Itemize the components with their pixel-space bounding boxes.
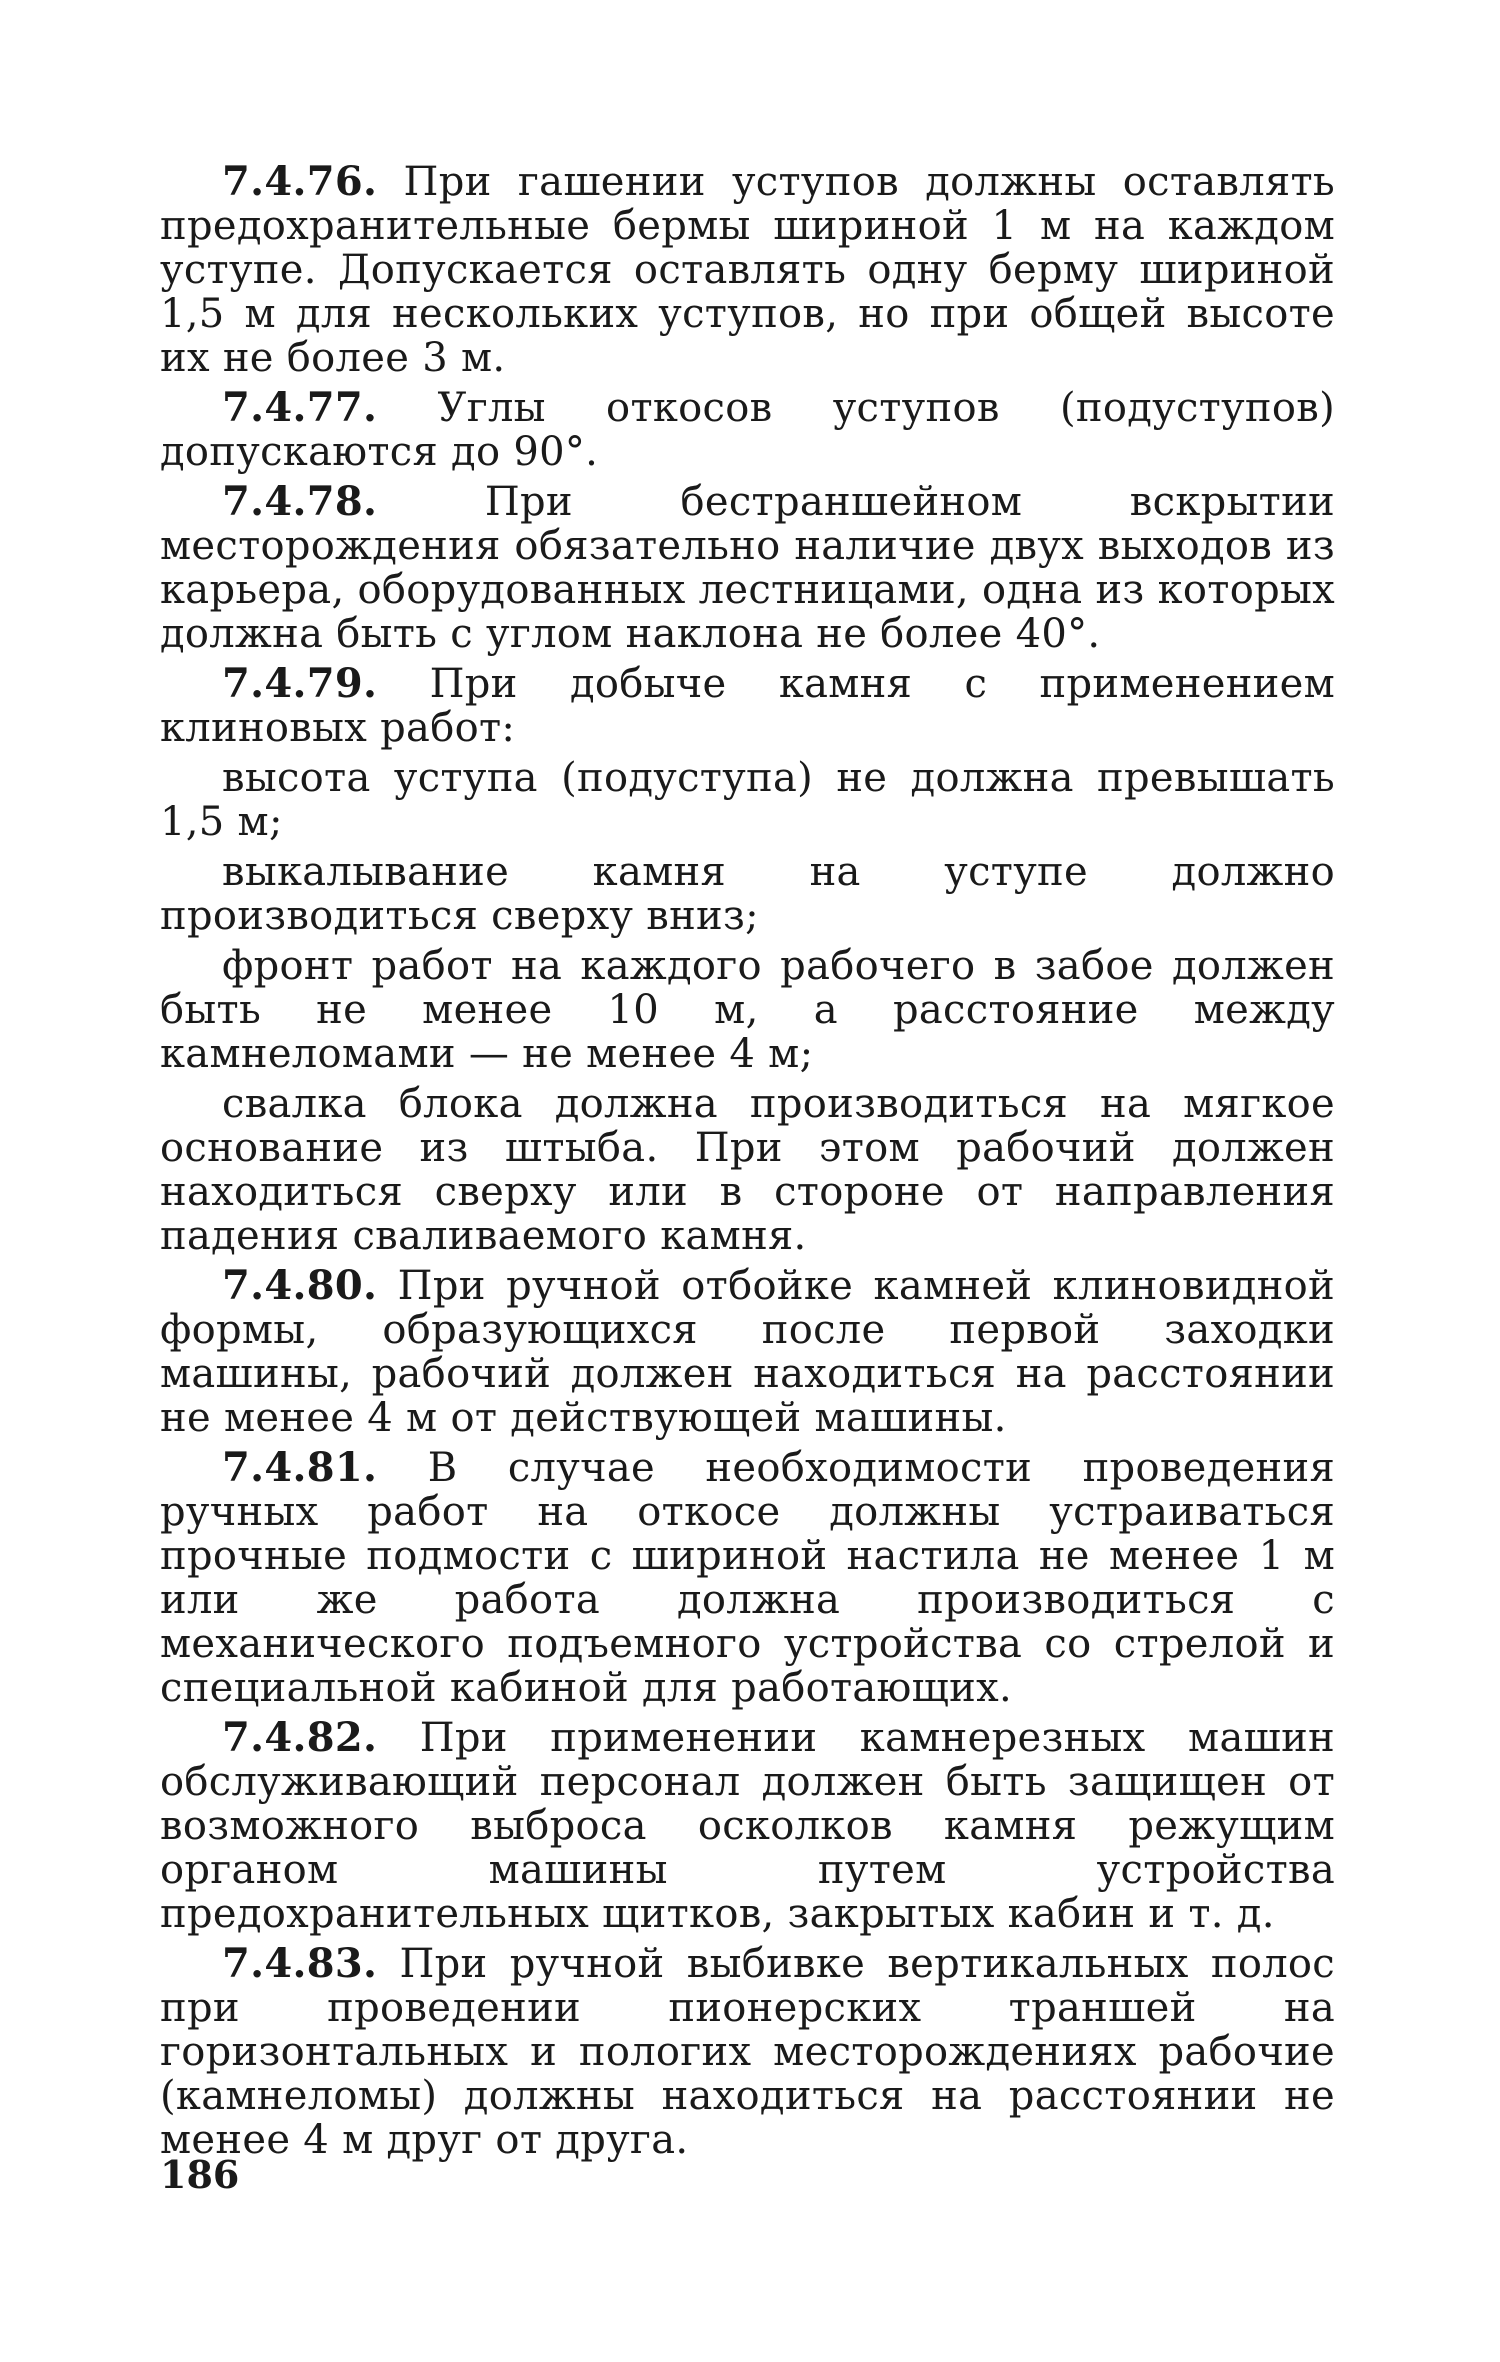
paragraph-text: высота уступа (подуступа) не должна превышать 1,5 м; <box>160 755 1335 845</box>
clause-number: 7.4.78. <box>222 478 378 525</box>
paragraph-7-4-83 <box>160 1942 1335 2162</box>
page-number: 186 <box>160 2152 240 2197</box>
paragraph-7-4-82 <box>160 1716 1335 1936</box>
clause-number: 7.4.77. <box>222 384 378 431</box>
clause-number: 7.4.80. <box>222 1262 378 1309</box>
clause-number: 7.4.79. <box>222 660 378 707</box>
paragraph-text: При ручной отбойке камней клиновидной формы, образующихся после первой заходки машины, рабочий должен находиться на расстоянии не менее 4 м от действующей машины. <box>160 1263 1336 1441</box>
paragraph-text: При гашении уступов должны оставлять предохранительные бермы шириной 1 м на каждом уступе. Допускается оставлять одну берму шириной 1,5 м для нескольких уступов, но при общей высоте их не более 3 м. <box>160 159 1336 381</box>
paragraph-7-4-76 <box>160 160 1335 380</box>
clause-number: 7.4.83. <box>222 1940 378 1987</box>
paragraph-7-4-79 <box>160 662 1335 750</box>
list-item-stone-splitting <box>160 850 1335 938</box>
paragraph-7-4-80 <box>160 1264 1335 1440</box>
clause-number: 7.4.82. <box>222 1714 378 1761</box>
clause-number: 7.4.81. <box>222 1444 378 1491</box>
paragraph-text: При бестраншейном вскрытии месторождения обязательно наличие двух выходов из карьера, оборудованных лестницами, одна из которых должна быть с углом наклона не более 40°. <box>160 479 1336 657</box>
paragraph-text: В случае необходимости проведения ручных работ на откосе должны устраиваться прочные подмости с шириной настила не менее 1 м или же работа должна производиться с механического подъемного устройства со стрелой и специальной кабиной для работающих. <box>160 1445 1335 1711</box>
paragraph-7-4-78 <box>160 480 1335 656</box>
list-item-bench-height <box>160 756 1335 844</box>
list-item-block-dumping <box>160 1082 1335 1258</box>
paragraph-7-4-81 <box>160 1446 1335 1710</box>
paragraph-text: свалка блока должна производиться на мягкое основание из штыба. При этом рабочий должен находиться сверху или в стороне от направления падения сваливаемого камня. <box>160 1081 1335 1259</box>
paragraph-text: При применении камнерезных машин обслуживающий персонал должен быть защищен от возможного выброса осколков камня режущим органом машины путем устройства предохранительных щитков, закрытых кабин и т. д. <box>160 1715 1335 1937</box>
paragraph-text: При добыче камня с применением клиновых работ: <box>160 661 1335 751</box>
paragraph-text: фронт работ на каждого рабочего в забое должен быть не менее 10 м, а расстояние между камнеломами — не менее 4 м; <box>160 943 1335 1077</box>
clause-number: 7.4.76. <box>222 158 378 205</box>
paragraph-text: При ручной выбивке вертикальных полос при проведении пионерских траншей на горизонтальных и пологих месторождениях рабочие (камнеломы) должны находиться на расстоянии не менее 4 м друг от друга. <box>160 1941 1336 2163</box>
paragraph-text: выкалывание камня на уступе должно производиться сверху вниз; <box>160 849 1335 939</box>
paragraph-7-4-77 <box>160 386 1335 474</box>
paragraph-text: Углы откосов уступов (подуступов) допускаются до 90°. <box>160 385 1335 475</box>
page-body <box>160 160 1335 2168</box>
list-item-work-front <box>160 944 1335 1076</box>
